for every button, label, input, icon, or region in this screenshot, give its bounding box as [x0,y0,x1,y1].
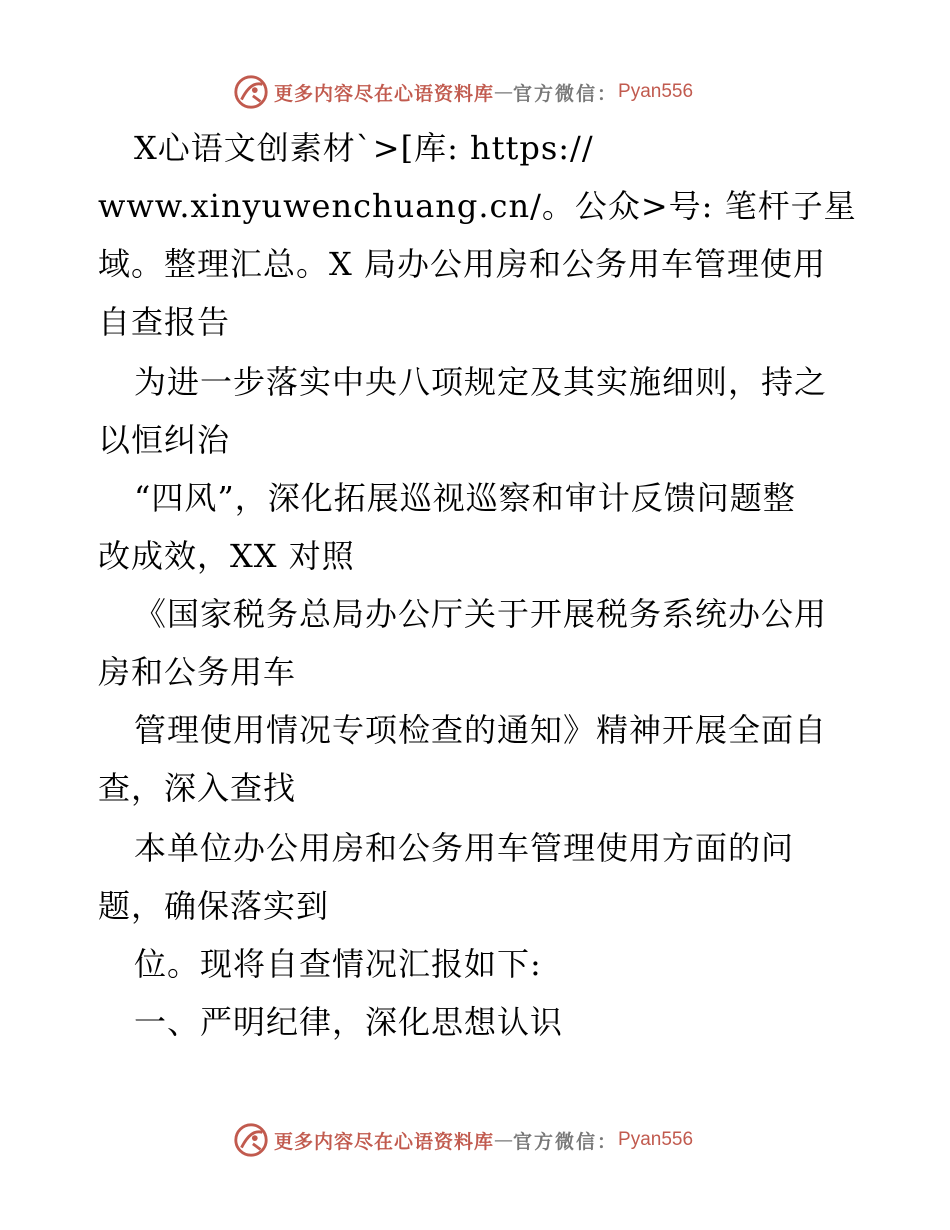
logo-icon [232,1121,270,1159]
text-line: 自查报告 [98,303,231,341]
text-line: 本单位办公用房和公务用车管理使用方面的问 [134,829,795,867]
text-line: 查，深入查找 [98,769,297,807]
text-line: 管理使用情况专项检查的通知》精神开展全面自 [134,711,828,749]
watermark-text: 更多内容尽在心语资料库 [274,82,495,105]
text-line: “四风”，深化拓展巡视巡察和审计反馈问题整 [134,479,796,517]
text-line: www.xinyuwenchuang.cn/。公众>号: 笔杆子星 [98,187,857,225]
text-line: 以恒纠治 [98,421,231,459]
text-line: 改成效，XX 对照 [98,537,355,575]
watermark-dash: — [494,81,514,103]
watermark-wechat-id: Pyan556 [618,1129,694,1150]
header-watermark [232,72,693,112]
logo-icon [232,73,270,111]
text-line: 为进一步落实中央八项规定及其实施细则，持之 [134,363,828,401]
watermark-wechat-id: Pyan556 [618,81,694,102]
text-line: 位。现将自查情况汇报如下: [134,945,542,983]
text-line: 《国家税务总局办公厅关于开展税务系统办公用 [134,595,828,633]
text-line: X心语文创素材`>[库: https:// [134,129,594,167]
watermark-text: 更多内容尽在心语资料库 [274,1130,495,1153]
watermark-wechat-label: 官方微信： [513,82,619,105]
footer-watermark [232,1120,693,1160]
watermark-wechat-label: 官方微信： [513,1130,619,1153]
text-line: 一、严明纪律，深化思想认识 [134,1003,564,1041]
watermark-dash: — [494,1129,514,1151]
text-line: 题，确保落实到 [98,887,330,925]
text-line: 房和公务用车 [98,653,297,691]
text-line: 域。整理汇总。X 局办公用房和公务用车管理使用 [98,245,826,283]
